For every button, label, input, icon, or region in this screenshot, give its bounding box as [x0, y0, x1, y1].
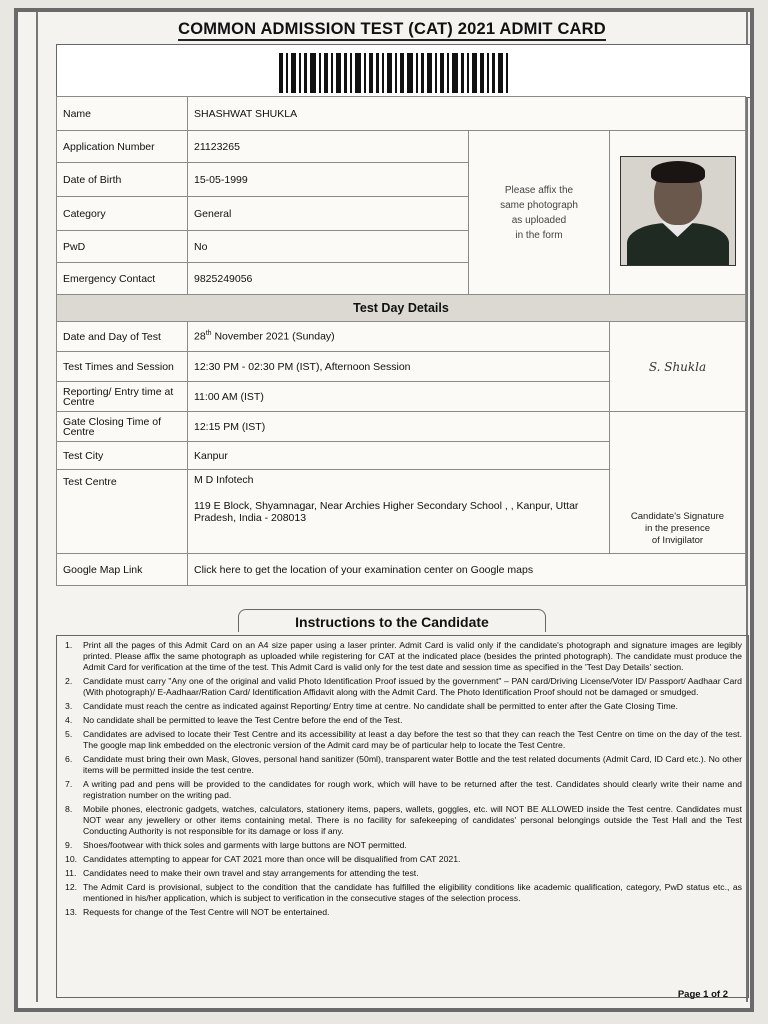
instruction-item [63, 882, 742, 904]
instruction-text: Candidates are advised to locate their Test Centre and its accessibility at least a day before the test so that they can reach the Test Centre on time on the day of the test. The google map link embedded on the electronic version of the Admit card may be of particular help to locate the Test Centre. [83, 729, 742, 750]
page-number: Page 1 of 2 [677, 989, 728, 1000]
instruction-number: 6. [65, 754, 73, 764]
map-link[interactable]: Click here to get the location of your examination center on Google maps [188, 554, 746, 586]
emergency-contact-label: Emergency Contact [57, 263, 188, 295]
table-row [57, 131, 746, 163]
instruction-item [63, 840, 742, 851]
table-row [57, 97, 746, 131]
instruction-number: 4. [65, 715, 73, 725]
instruction-item [63, 779, 742, 801]
pwd-value: No [188, 231, 469, 263]
reporting-time-value: 11:00 AM (IST) [188, 382, 610, 412]
instruction-text: Candidate must reach the centre as indicated against Reporting/ Entry time at centre. No candidate shall be permitted to enter after the Gate Closing Time. [83, 701, 678, 711]
instruction-number: 8. [65, 804, 73, 814]
instruction-number: 10. [65, 854, 78, 864]
application-number-label: Application Number [57, 131, 188, 163]
test-city-value: Kanpur [188, 442, 610, 470]
instruction-text: The Admit Card is provisional, subject to the condition that the candidate has fulfilled the eligibility conditions like academic qualification, category, PwD status etc., as mentioned in his/her application, which is subject to verification in the consecutive stages of the selection process. [83, 882, 742, 903]
dob-label: Date of Birth [57, 163, 188, 197]
instruction-item [63, 854, 742, 865]
test-times-label: Test Times and Session [57, 352, 188, 382]
test-date-value: 28th November 2021 (Sunday) [188, 322, 610, 352]
pwd-label: PwD [57, 231, 188, 263]
instruction-number: 3. [65, 701, 73, 711]
admit-card-frame [36, 12, 748, 1002]
candidate-signature: S. Shukla [648, 359, 707, 374]
reporting-time-label: Reporting/ Entry time at Centre [57, 382, 188, 412]
instruction-item [63, 701, 742, 712]
category-label: Category [57, 197, 188, 231]
instructions-box [56, 635, 749, 998]
instruction-text: Requests for change of the Test Centre will NOT be entertained. [83, 907, 330, 917]
instruction-item [63, 804, 742, 837]
admit-card-sheet [14, 8, 754, 1012]
barcode-icon [279, 53, 511, 93]
signature-cell [610, 322, 746, 412]
instruction-number: 12. [65, 882, 78, 892]
instruction-text: Shoes/footwear with thick soles and garments with large buttons are NOT permitted. [83, 840, 407, 850]
instruction-number: 5. [65, 729, 73, 739]
instruction-item [63, 754, 742, 776]
instruction-item [63, 715, 742, 726]
dob-value: 15-05-1999 [188, 163, 469, 197]
photo-cell [610, 131, 746, 295]
test-centre-label: Test Centre [57, 470, 188, 554]
test-centre-value [188, 470, 610, 554]
instruction-text: A writing pad and pens will be provided to the candidates for rough work, which will have to be returned after the test. Candidates should clearly write their name and registration number on the writing pad. [83, 779, 742, 800]
category-value: General [188, 197, 469, 231]
barcode-panel [56, 44, 751, 98]
instruction-item [63, 868, 742, 879]
instruction-item [63, 729, 742, 751]
instruction-number: 7. [65, 779, 73, 789]
instruction-number: 11. [65, 868, 77, 878]
instruction-number: 9. [65, 840, 73, 850]
table-row [57, 295, 746, 322]
page-title: COMMON ADMISSION TEST (CAT) 2021 ADMIT CARD [38, 20, 746, 39]
instructions-heading: Instructions to the Candidate [38, 609, 746, 632]
instruction-text: Print all the pages of this Admit Card on an A4 size paper using a laser printer. Admit Card is valid only if the candidate's photograph and signature images are legibly printed. Please affix the same photograph as uploaded while registering for CAT at the indicated place (besides the printed photograph). The candidate must produce the Admit Card for verification at the time of the test. This Admit Card is valid only for the test date and session time as specified in the 'Test Day Details' section. [83, 640, 742, 672]
admit-card-table [56, 96, 746, 586]
instruction-text: Candidate must bring their own Mask, Gloves, personal hand sanitizer (50ml), transparent water Bottle and the test related documents (Admit Card, ID Card etc.). No other items will be permitted inside the test centre. [83, 754, 742, 775]
signature-caption: Candidate's Signature in the presence of Invigilator [610, 412, 746, 554]
instruction-number: 13. [65, 907, 78, 917]
instruction-text: Candidate must carry "Any one of the original and valid Photo Identification Proof issued by the government" – PAN card/Driving License/Voter ID/ Passport/ Aadhaar Card (With photograph)/ E-Aadhaar/Ration Card/ Identification Affidavit along with the Admit Card. The Photo Identification Proof should not be damaged or smudged. [83, 676, 742, 697]
emergency-contact-value: 9825249056 [188, 263, 469, 295]
instruction-text: Mobile phones, electronic gadgets, watches, calculators, stationery items, papers, wallets, goggles, etc. will NOT BE ALLOWED inside the Test centre. Candidates must NOT wear any jewellery or other items containing metal. There is no facility for safekeeping of candidates' personal belongings outside the Test Hall and the Test Conducting Authority is not responsible for its damage or loss if any. [83, 804, 742, 836]
instruction-number: 2. [65, 676, 73, 686]
instruction-text: Candidates attempting to appear for CAT 2021 more than once will be disqualified from CAT 2021. [83, 854, 461, 864]
instruction-text: Candidates need to make their own travel and stay arrangements for attending the test. [83, 868, 419, 878]
table-row [57, 554, 746, 586]
name-value: SHASHWAT SHUKLA [188, 97, 746, 131]
test-day-heading: Test Day Details [57, 295, 746, 322]
instruction-item [63, 676, 742, 698]
test-date-label: Date and Day of Test [57, 322, 188, 352]
map-link-label: Google Map Link [57, 554, 188, 586]
instruction-item [63, 907, 742, 918]
gate-closing-value: 12:15 PM (IST) [188, 412, 610, 442]
test-centre-name: M D Infotech [194, 474, 254, 486]
photo-affix-note: Please affix the same photograph as uploaded in the form [469, 131, 610, 295]
instruction-text: No candidate shall be permitted to leave the Test Centre before the end of the Test. [83, 715, 403, 725]
application-number-value: 21123265 [188, 131, 469, 163]
test-city-label: Test City [57, 442, 188, 470]
gate-closing-label: Gate Closing Time of Centre [57, 412, 188, 442]
instruction-number: 1. [65, 640, 73, 650]
test-centre-address: 119 E Block, Shyamnagar, Near Archies Higher Secondary School , , Kanpur, Uttar Pradesh, India - 208013 [194, 500, 579, 524]
table-row [57, 322, 746, 352]
table-row [57, 412, 746, 442]
instruction-item [63, 640, 742, 673]
instructions-list [63, 640, 742, 918]
name-label: Name [57, 97, 188, 131]
candidate-photo [620, 156, 736, 266]
test-times-value: 12:30 PM - 02:30 PM (IST), Afternoon Session [188, 352, 610, 382]
